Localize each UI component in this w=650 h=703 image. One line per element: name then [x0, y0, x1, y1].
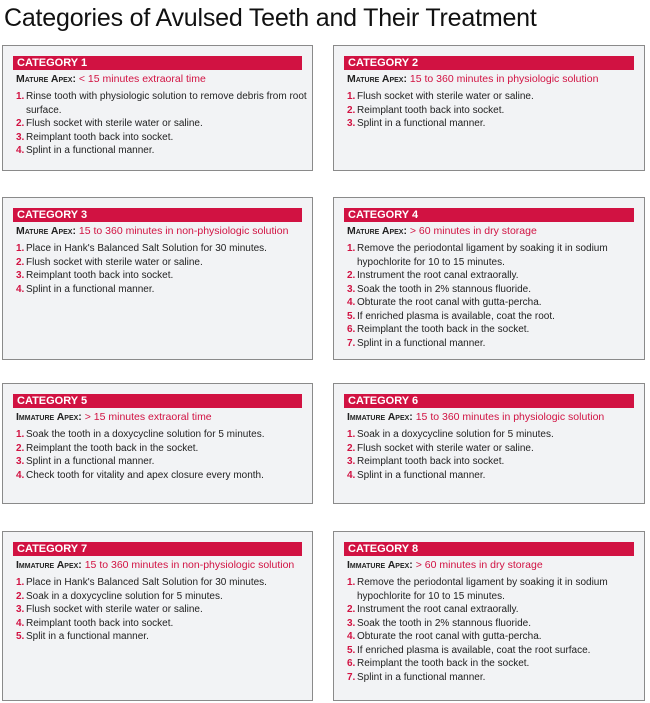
step-item [16, 442, 312, 456]
step-text: Flush socket with sterile water or saline. [357, 91, 534, 102]
step-item [347, 442, 644, 456]
step-item [16, 242, 312, 256]
condition: 15 to 360 minutes in non-physiologic solution [84, 559, 295, 571]
step-item [347, 269, 644, 283]
condition: 15 to 360 minutes in non-physiologic solution [78, 225, 289, 237]
step-text: Flush socket with sterile water or saline. [26, 118, 203, 129]
step-number: 7. [347, 337, 356, 349]
step-number: 4. [347, 469, 356, 481]
step-item [16, 90, 312, 117]
steps-list [347, 90, 644, 131]
step-text: Splint in a functional manner. [357, 118, 486, 129]
step-item [347, 323, 644, 337]
step-text: Soak in a doxycycline solution for 5 minutes. [357, 429, 554, 440]
step-text: Remove the periodontal ligament by soaking it in sodium hypochlorite for 10 to 15 minutes. [357, 577, 608, 602]
step-item [347, 671, 644, 685]
step-item [16, 576, 312, 590]
step-number: 2. [16, 590, 25, 602]
step-number: 2. [347, 442, 356, 454]
step-item [16, 590, 312, 604]
condition: 15 to 360 minutes in physiologic solution [415, 411, 605, 423]
apex-condition [347, 73, 634, 85]
category-card [2, 197, 313, 360]
apex-label: Mature Apex: [16, 73, 76, 85]
page-title: Categories of Avulsed Teeth and Their Treatment [4, 4, 537, 32]
step-number: 5. [347, 310, 356, 322]
step-text: Soak the tooth in 2% stannous fluoride. [357, 617, 532, 629]
step-text: Obturate the root canal with gutta-percha. [357, 631, 542, 642]
apex-label: Immature Apex: [347, 411, 413, 423]
step-item [16, 603, 312, 617]
steps-list [347, 428, 644, 482]
step-text: Splint in a functional manner. [26, 283, 155, 295]
step-number: 3. [347, 456, 356, 467]
step-text: Soak in a doxycycline solution for 5 minutes. [26, 590, 223, 602]
step-text: Reimplant the tooth back in the socket. [357, 324, 530, 335]
step-text: Reimplant tooth back into socket. [26, 270, 174, 281]
step-item [347, 296, 644, 310]
step-text: Splint in a functional manner. [26, 145, 155, 156]
step-item [16, 117, 312, 131]
step-item [16, 269, 312, 283]
step-number: 3. [16, 456, 25, 467]
step-text: Reimplant tooth back into socket. [26, 131, 174, 143]
step-text: Obturate the root canal with gutta-percha. [357, 297, 542, 308]
steps-list [16, 428, 312, 482]
category-card [333, 383, 645, 504]
category-card [2, 45, 313, 171]
step-text: Flush socket with sterile water or saline. [26, 604, 203, 615]
step-item [16, 455, 312, 469]
step-text: If enriched plasma is available, coat the root surface. [357, 644, 591, 656]
step-text: Splint in a functional manner. [357, 671, 486, 683]
step-item [347, 455, 644, 469]
step-item [347, 644, 644, 658]
category-header: CATEGORY 4 [344, 208, 634, 222]
step-number: 4. [347, 631, 356, 642]
step-text: If enriched plasma is available, coat the root. [357, 310, 555, 322]
category-header: CATEGORY 7 [13, 542, 302, 556]
step-number: 6. [347, 324, 356, 335]
step-item [347, 90, 644, 104]
apex-condition [16, 411, 302, 423]
condition: < 15 minutes extraoral time [78, 73, 206, 85]
category-header: CATEGORY 5 [13, 394, 302, 408]
step-text: Place in Hank's Balanced Salt Solution for 30 minutes. [26, 577, 267, 588]
step-text: Reimplant the tooth back in the socket. [26, 442, 199, 454]
step-number: 5. [16, 631, 25, 642]
step-text: Instrument the root canal extraorally. [357, 604, 519, 615]
apex-label: Immature Apex: [16, 559, 82, 571]
step-number: 7. [347, 671, 356, 683]
apex-label: Mature Apex: [347, 225, 407, 237]
step-item [347, 283, 644, 297]
step-number: 6. [347, 658, 356, 669]
step-item [347, 242, 644, 269]
step-number: 1. [347, 577, 356, 588]
step-number: 1. [16, 243, 25, 254]
step-text: Splint in a functional manner. [357, 469, 486, 481]
step-item [347, 603, 644, 617]
step-number: 3. [347, 118, 356, 129]
apex-condition [347, 225, 634, 237]
step-number: 4. [16, 145, 25, 156]
step-number: 4. [16, 469, 25, 481]
step-text: Place in Hank's Balanced Salt Solution for 30 minutes. [26, 243, 267, 254]
step-item [16, 428, 312, 442]
step-number: 2. [347, 104, 356, 116]
step-text: Splint in a functional manner. [357, 337, 486, 349]
step-number: 1. [16, 91, 25, 102]
step-number: 1. [347, 91, 356, 102]
step-item [16, 283, 312, 297]
step-item [347, 117, 644, 131]
category-header: CATEGORY 2 [344, 56, 634, 70]
step-number: 4. [347, 297, 356, 308]
step-item [347, 310, 644, 324]
step-number: 2. [347, 270, 356, 281]
condition: 15 to 360 minutes in physiologic solution [409, 73, 599, 85]
step-number: 1. [16, 577, 25, 588]
category-card [333, 197, 645, 360]
step-number: 3. [347, 283, 356, 295]
condition: > 60 minutes in dry storage [415, 559, 543, 571]
steps-list [347, 242, 644, 350]
apex-label: Mature Apex: [347, 73, 407, 85]
step-item [16, 630, 312, 644]
step-number: 3. [16, 131, 25, 143]
steps-list [16, 242, 312, 296]
step-item [347, 104, 644, 118]
apex-label: Immature Apex: [347, 559, 413, 571]
step-item [347, 657, 644, 671]
step-number: 3. [16, 270, 25, 281]
step-text: Rinse tooth with physiologic solution to remove debris from root surface. [26, 91, 307, 116]
step-item [347, 617, 644, 631]
step-text: Reimplant the tooth back in the socket. [357, 658, 530, 669]
step-text: Check tooth for vitality and apex closure every month. [26, 469, 264, 481]
step-number: 2. [347, 604, 356, 615]
step-text: Soak the tooth in a doxycycline solution for 5 minutes. [26, 429, 265, 440]
apex-condition [16, 73, 302, 85]
step-number: 2. [16, 118, 25, 129]
category-card [2, 383, 313, 504]
category-card [333, 531, 645, 701]
category-header: CATEGORY 8 [344, 542, 634, 556]
step-text: Reimplant tooth back into socket. [26, 617, 174, 629]
step-item [347, 630, 644, 644]
step-number: 1. [347, 429, 356, 440]
condition: > 15 minutes extraoral time [84, 411, 212, 423]
step-item [16, 131, 312, 145]
step-item [16, 617, 312, 631]
apex-condition [347, 559, 634, 571]
step-text: Reimplant tooth back into socket. [357, 104, 505, 116]
step-item [347, 469, 644, 483]
category-card [2, 531, 313, 701]
step-item [16, 256, 312, 270]
step-number: 4. [16, 283, 25, 295]
step-number: 1. [347, 243, 356, 254]
apex-condition [347, 411, 634, 423]
apex-condition [16, 225, 302, 237]
category-header: CATEGORY 3 [13, 208, 302, 222]
steps-list [16, 576, 312, 644]
step-item [16, 144, 312, 158]
step-number: 5. [347, 644, 356, 656]
step-number: 4. [16, 617, 25, 629]
step-text: Splint in a functional manner. [26, 456, 155, 467]
category-header: CATEGORY 1 [13, 56, 302, 70]
category-card [333, 45, 645, 171]
step-text: Remove the periodontal ligament by soaking it in sodium hypochlorite for 10 to 15 minutes. [357, 243, 608, 268]
step-text: Flush socket with sterile water or saline. [26, 256, 203, 268]
steps-list [347, 576, 644, 684]
step-item [347, 428, 644, 442]
step-item [347, 337, 644, 351]
step-number: 2. [16, 442, 25, 454]
category-header: CATEGORY 6 [344, 394, 634, 408]
step-number: 2. [16, 256, 25, 268]
step-text: Instrument the root canal extraorally. [357, 270, 519, 281]
step-number: 3. [16, 604, 25, 615]
step-text: Soak the tooth in 2% stannous fluoride. [357, 283, 532, 295]
apex-label: Immature Apex: [16, 411, 82, 423]
step-text: Split in a functional manner. [26, 631, 149, 642]
step-number: 3. [347, 617, 356, 629]
step-text: Flush socket with sterile water or saline. [357, 442, 534, 454]
step-item [16, 469, 312, 483]
step-text: Reimplant tooth back into socket. [357, 456, 505, 467]
steps-list [16, 90, 312, 158]
condition: > 60 minutes in dry storage [409, 225, 537, 237]
step-number: 1. [16, 429, 25, 440]
apex-condition [16, 559, 302, 571]
apex-label: Mature Apex: [16, 225, 76, 237]
step-item [347, 576, 644, 603]
